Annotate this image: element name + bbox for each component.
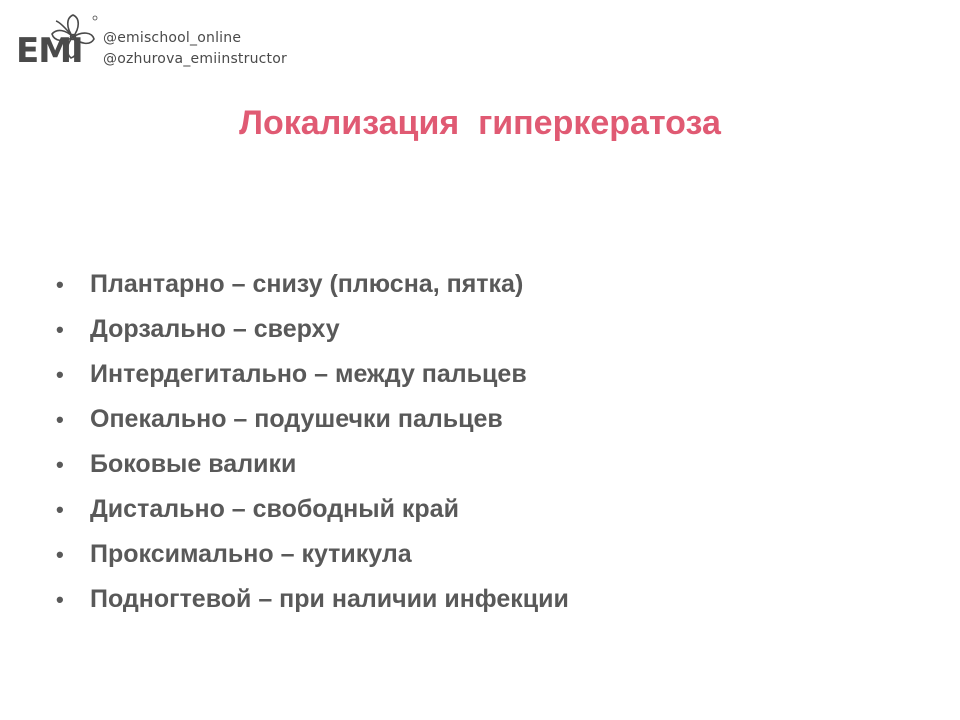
list-item	[56, 352, 569, 397]
bullet-icon: •	[56, 542, 64, 567]
list-item	[56, 532, 569, 577]
list-item	[56, 397, 569, 442]
bullet-icon: •	[56, 587, 64, 612]
handle-emischool: @emischool_online	[103, 30, 242, 46]
list-item	[56, 442, 569, 487]
bullet-icon: •	[56, 272, 64, 297]
list-item	[56, 262, 569, 307]
list-item-text: Интердегитально – между пальцев	[90, 360, 527, 388]
bullet-icon: •	[56, 407, 64, 432]
slide-title: Локализация гиперкератоза	[239, 104, 721, 142]
list-item	[56, 487, 569, 532]
list-item-text: Опекально – подушечки пальцев	[90, 405, 503, 433]
bullet-icon: •	[56, 317, 64, 342]
bullet-icon: •	[56, 452, 64, 477]
bullet-icon: •	[56, 362, 64, 387]
handle-instructor: @ozhurova_emiinstructor	[103, 51, 287, 67]
list-item-text: Боковые валики	[90, 450, 297, 478]
list-item-text: Плантарно – снизу (плюсна, пятка)	[90, 270, 524, 298]
list-item-text: Дистально – свободный край	[90, 495, 459, 523]
list-item	[56, 577, 569, 622]
brand-logo	[14, 12, 104, 72]
social-handles	[103, 28, 287, 70]
bullet-list	[56, 262, 569, 622]
bullet-icon: •	[56, 497, 64, 522]
logo-text: EMI	[16, 31, 83, 71]
list-item	[56, 307, 569, 352]
list-item-text: Проксимально – кутикула	[90, 540, 412, 568]
list-item-text: Подногтевой – при наличии инфекции	[90, 585, 569, 613]
list-item-text: Дорзально – сверху	[90, 315, 340, 343]
